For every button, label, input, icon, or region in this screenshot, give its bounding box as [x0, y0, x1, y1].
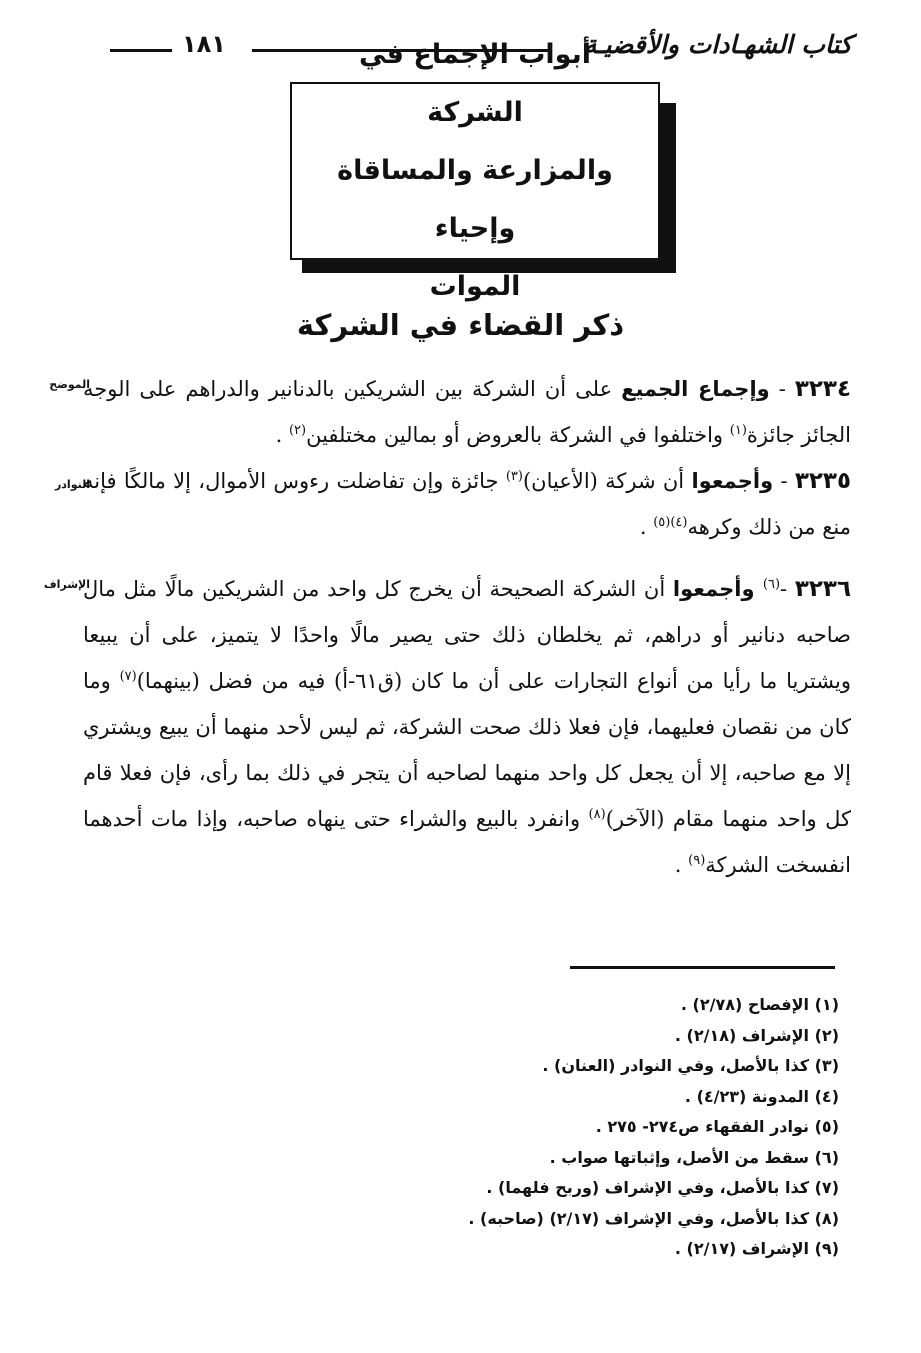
footnote-reference[interactable]: (٧) [119, 669, 137, 684]
chapter-title-line: والمزارعة والمساقاة وإحياء [337, 155, 613, 244]
paragraph-dash: - [780, 577, 795, 601]
book-title: كتاب الشهـادات والأقضيـة [583, 30, 852, 59]
paragraph-text: على أن الشركة بين الشريكين بالدنانير والدراهم على الوجه الجائز جائزة [83, 377, 851, 447]
footnote: (٥) نوادر الفقهاء ص٢٧٤- ٢٧٥ . [595, 1117, 839, 1136]
paragraph-text: وانفرد بالبيع والشراء حتى ينهاه صاحبه، وإذا مات أحدهما انفسخت الشركة [83, 807, 851, 877]
chapter-title-line: أبواب الإجماع في الشركة [358, 39, 591, 128]
page-number: ١٨١ [182, 30, 226, 58]
paragraph-text: وما كان من نقصان فعليهما، فإن فعلا ذلك صحت الشركة، ثم ليس لأحد منهما أن يبيع ويشتري إلا مع صاحبه، إلا أن يجعل كل واحد منهما لصاحبه أن يتجر في ذلك بما رأى، فإن فعلا قام كل واحد منهما مقام (الآخر) [83, 669, 851, 831]
paragraph-number: ٣٢٣٦ [794, 576, 851, 602]
paragraph-text: واختلفوا في الشركة بالعروض أو بمالين مختلفين [306, 423, 730, 447]
footnote-reference[interactable]: (٩) [688, 853, 706, 868]
paragraph-text: أن الشركة الصحيحة أن يخرج كل واحد من الشريكين مالًا مثل مال صاحبه دنانير أو دراهم، ثم يخلطان ذلك حتى يصير مالًا واحدًا لا يتميز، على أن يبيعا ويشتريا ما رأيا من أنواع التجارات على أن ما كان (ق٦١-أ) فيه من فضل (بينهما) [83, 577, 851, 693]
paragraph-number: ٣٢٣٥ [794, 468, 851, 494]
footnote-reference[interactable]: (٤)(٥) [653, 515, 688, 530]
ijma-paragraph [83, 366, 851, 458]
footnote-list [139, 990, 839, 1265]
footnote: (٧) كذا بالأصل، وفي الإشراف (وربح فلهما) . [486, 1178, 839, 1197]
paragraph-text: أن شركة (الأعيان) [522, 469, 692, 493]
chapter-title-line: الموات [429, 271, 521, 302]
ijma-paragraph [83, 458, 851, 550]
footnote-reference[interactable]: (٦) [762, 577, 781, 592]
paragraph-text: . [674, 853, 689, 877]
footnote-reference[interactable]: (١) [729, 423, 747, 438]
footnote: (٩) الإشراف (٢/١٧) . [674, 1239, 839, 1258]
paragraph-lead: وأجمعوا [691, 469, 774, 493]
margin-source-label: الموضح [49, 378, 90, 391]
footnote: (٣) كذا بالأصل، وفي النوادر (العنان) . [542, 1056, 839, 1075]
margin-source-label: الإشراف [43, 578, 90, 591]
footnote: (٤) المدونة (٤/٢٣) . [684, 1086, 839, 1106]
chapter-title [292, 26, 658, 316]
ijma-paragraph [83, 566, 851, 888]
paragraph-lead: وإجماع الجميع [621, 377, 770, 401]
footnote-reference[interactable]: (٣) [505, 469, 523, 484]
footnote: (١) الإفصاح (٢/٧٨) . [680, 995, 839, 1014]
section-heading: ذكر القضاء في الشركة [296, 308, 625, 342]
paragraph-lead: وأجمعوا [672, 577, 763, 601]
footnote: (٦) سقط من الأصل، وإثباتها صواب . [549, 1147, 839, 1167]
footnote-reference[interactable]: (٢) [288, 423, 307, 438]
paragraph-text: . [639, 515, 654, 539]
header-rule [110, 49, 172, 52]
paragraph-dash: - [769, 377, 795, 401]
chapter-title-box [290, 39, 660, 302]
footnote-separator [570, 966, 835, 969]
footnote: (٢) الإشراف (٢/١٨) . [674, 1025, 839, 1045]
paragraph-dash: - [773, 469, 795, 493]
footnote: (٨) كذا بالأصل، وفي الإشراف (٢/١٧) (صاحبه) . [468, 1208, 839, 1228]
margin-source-label: النوادر [54, 478, 90, 491]
paragraph-number: ٣٢٣٤ [794, 376, 851, 402]
paragraph-text: جائزة وإن تفاضلت رءوس الأموال، إلا مالكًا فإنه منع من ذلك وكرهه [83, 469, 851, 539]
paragraph-text: . [275, 423, 289, 447]
footnote-reference[interactable]: (٨) [588, 807, 606, 822]
